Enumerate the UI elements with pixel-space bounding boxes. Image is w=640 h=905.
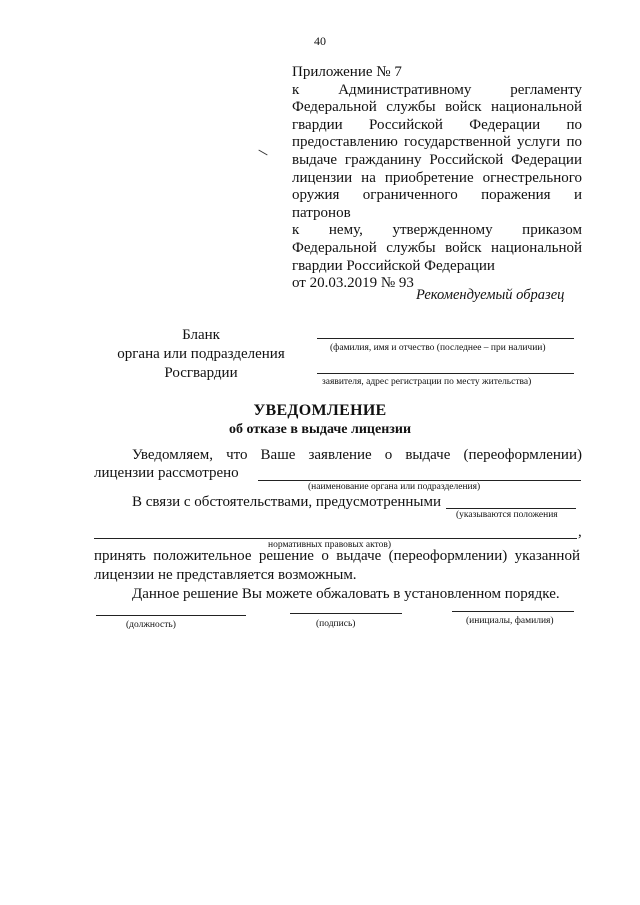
applicant-caption-1: (фамилия, имя и отчество (последнее – при наличии) (330, 343, 546, 353)
page-number: 40 (314, 34, 326, 48)
appendix-line: Федеральной службы войск национальной (292, 99, 582, 116)
letterhead-line: органа или подразделения (117, 346, 285, 362)
name-caption: (инициалы, фамилия) (466, 616, 554, 626)
applicant-address-line[interactable] (317, 373, 574, 374)
appendix-date: от 20.03.2019 № 93 (292, 275, 414, 292)
appendix-title: Приложение № 7 (292, 64, 402, 80)
appendix-line: к нему, утвержденному приказом (292, 222, 582, 239)
appendix-line: гвардии Российской Федерации (292, 257, 495, 274)
acts-caption: нормативных правовых актов) (268, 540, 392, 550)
position-line[interactable] (96, 615, 246, 616)
recommended-sample: Рекомендуемый образец (416, 287, 565, 303)
body-line: Данное решение Вы можете обжаловать в установленном порядке. (132, 586, 560, 602)
signature-line[interactable] (290, 613, 402, 614)
provisions-caption: (указываются положения (456, 510, 558, 520)
appendix-line: Федеральной службы войск национальной (292, 239, 582, 256)
name-line[interactable] (452, 611, 574, 612)
scan-mark (258, 150, 267, 156)
body-line: В связи с обстоятельствами, предусмотренными (132, 494, 442, 510)
body-line: принять положительное решение о выдаче (переоформлении) указанной (94, 548, 580, 564)
appendix-line: предоставлению государственной услуги по (292, 134, 582, 151)
appendix-line: гвардии Российской Федерации по (292, 116, 582, 133)
appendix-line: оружия ограниченного поражения и патронов (292, 187, 582, 221)
acts-line[interactable] (94, 538, 577, 539)
appendix-block (292, 64, 582, 293)
body-line: лицензии не представляется возможным. (94, 567, 357, 583)
body-line: Уведомляем, что Ваше заявление о выдаче (переоформлении) (132, 447, 582, 463)
letterhead-line: Бланк (182, 327, 220, 343)
notice-title: УВЕДОМЛЕНИЕ (253, 402, 387, 419)
applicant-name-line[interactable] (317, 338, 574, 339)
signature-caption: (подпись) (316, 619, 356, 629)
body-line: лицензии рассмотрено (94, 465, 239, 481)
appendix-line: лицензии на приобретение огнестрельного (292, 169, 582, 186)
provisions-line[interactable] (446, 508, 576, 509)
letterhead-block (112, 326, 290, 383)
letterhead-line: Росгвардии (164, 365, 238, 381)
organ-caption: (наименование органа или подразделения) (308, 482, 481, 492)
organ-name-line[interactable] (258, 480, 581, 481)
notice-subtitle: об отказе в выдаче лицензии (228, 422, 412, 437)
applicant-caption-2: заявителя, адрес регистрации по месту жительства) (322, 377, 532, 387)
position-caption: (должность) (126, 620, 176, 630)
acts-comma: , (578, 524, 582, 540)
appendix-line: к Административному регламенту (292, 81, 582, 98)
appendix-line: выдаче гражданину Российской Федерации (292, 151, 582, 168)
